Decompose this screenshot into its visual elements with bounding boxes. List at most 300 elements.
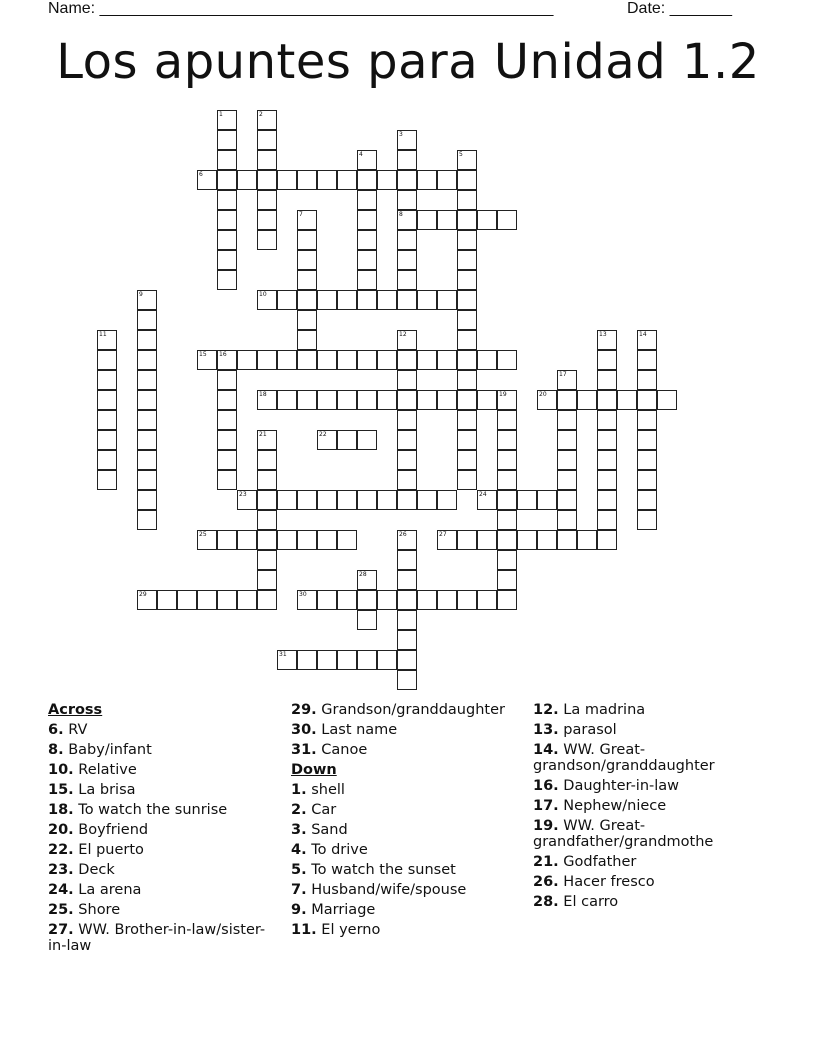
grid-cell[interactable] (317, 650, 337, 670)
grid-cell[interactable] (637, 410, 657, 430)
clue-text: WW. Brother-in-law/sister-in-law (48, 922, 266, 954)
grid-cell[interactable] (177, 590, 197, 610)
grid-cell[interactable] (417, 170, 437, 190)
clue-number: 12. (533, 702, 559, 718)
clue-number: 7. (291, 882, 307, 898)
grid-cell[interactable] (497, 410, 517, 430)
grid-cell[interactable] (637, 350, 657, 370)
clue-number: 29. (291, 702, 317, 718)
grid-cell[interactable] (437, 210, 457, 230)
grid-cell[interactable] (597, 510, 617, 530)
clue-item (291, 740, 527, 760)
grid-cell[interactable] (457, 290, 477, 310)
grid-cell[interactable] (337, 170, 357, 190)
grid-cell[interactable] (357, 150, 377, 170)
grid-cell[interactable] (317, 390, 337, 410)
grid-cell[interactable] (617, 390, 637, 410)
grid-cell[interactable] (597, 430, 617, 450)
grid-cell[interactable] (497, 210, 517, 230)
grid-cell[interactable] (477, 350, 497, 370)
clue-item (48, 820, 283, 840)
clue-number: 1 (219, 111, 223, 118)
clue-item (48, 860, 283, 880)
grid-cell[interactable] (137, 430, 157, 450)
grid-cell[interactable] (317, 590, 337, 610)
grid-cell[interactable] (397, 610, 417, 630)
grid-cell[interactable] (297, 490, 317, 510)
grid-cell[interactable] (597, 370, 617, 390)
grid-cell[interactable] (537, 390, 557, 410)
grid-cell[interactable] (257, 390, 277, 410)
grid-cell[interactable] (357, 210, 377, 230)
grid-cell[interactable] (197, 590, 217, 610)
grid-cell[interactable] (357, 230, 377, 250)
grid-cell[interactable] (477, 210, 497, 230)
clue-text: Hacer fresco (558, 874, 655, 890)
clue-number: 7 (299, 211, 303, 218)
grid-cell[interactable] (637, 370, 657, 390)
grid-cell[interactable] (397, 330, 417, 350)
grid-cell[interactable] (217, 170, 237, 190)
grid-cell[interactable] (557, 450, 577, 470)
grid-cell[interactable] (457, 470, 477, 490)
clue-item (533, 796, 783, 816)
clues-column-1 (48, 700, 283, 956)
grid-cell[interactable] (397, 150, 417, 170)
grid-cell[interactable] (277, 170, 297, 190)
grid-cell[interactable] (637, 490, 657, 510)
grid-cell[interactable] (357, 570, 377, 590)
grid-cell[interactable] (517, 530, 537, 550)
grid-cell[interactable] (237, 590, 257, 610)
grid-cell[interactable] (457, 270, 477, 290)
grid-cell[interactable] (237, 530, 257, 550)
grid-cell[interactable] (377, 290, 397, 310)
grid-cell[interactable] (337, 290, 357, 310)
grid-cell[interactable] (217, 210, 237, 230)
grid-cell[interactable] (317, 350, 337, 370)
grid-cell[interactable] (637, 330, 657, 350)
clue-item (48, 720, 283, 740)
grid-cell[interactable] (477, 390, 497, 410)
grid-cell[interactable] (497, 430, 517, 450)
grid-cell[interactable] (397, 550, 417, 570)
grid-cell[interactable] (637, 470, 657, 490)
grid-cell[interactable] (257, 130, 277, 150)
clue-number: 17 (559, 371, 567, 378)
grid-cell[interactable] (357, 170, 377, 190)
grid-cell[interactable] (297, 590, 317, 610)
grid-cell[interactable] (337, 530, 357, 550)
grid-cell[interactable] (597, 350, 617, 370)
grid-cell[interactable] (557, 490, 577, 510)
clue-item (291, 860, 527, 880)
grid-cell[interactable] (217, 230, 237, 250)
grid-cell[interactable] (357, 590, 377, 610)
grid-cell[interactable] (397, 370, 417, 390)
grid-cell[interactable] (557, 470, 577, 490)
grid-cell[interactable] (397, 230, 417, 250)
grid-cell[interactable] (297, 310, 317, 330)
grid-cell[interactable] (297, 530, 317, 550)
grid-cell[interactable] (277, 290, 297, 310)
grid-cell[interactable] (97, 390, 117, 410)
grid-cell[interactable] (397, 570, 417, 590)
grid-cell[interactable] (297, 390, 317, 410)
grid-cell[interactable] (297, 230, 317, 250)
grid-cell[interactable] (137, 410, 157, 430)
grid-cell[interactable] (337, 650, 357, 670)
grid-cell[interactable] (577, 390, 597, 410)
grid-cell[interactable] (277, 530, 297, 550)
grid-cell[interactable] (137, 510, 157, 530)
grid-cell[interactable] (417, 390, 437, 410)
grid-cell[interactable] (437, 490, 457, 510)
grid-cell[interactable] (97, 470, 117, 490)
grid-cell[interactable] (397, 350, 417, 370)
grid-cell[interactable] (217, 430, 237, 450)
clue-number: 19. (533, 818, 559, 834)
grid-cell[interactable] (357, 250, 377, 270)
grid-cell[interactable] (257, 210, 277, 230)
grid-cell[interactable] (217, 370, 237, 390)
clue-number: 30 (299, 591, 307, 598)
clue-number: 26 (399, 531, 407, 538)
grid-cell[interactable] (497, 470, 517, 490)
grid-cell[interactable] (237, 350, 257, 370)
grid-cell[interactable] (397, 130, 417, 150)
grid-cell[interactable] (397, 490, 417, 510)
grid-cell[interactable] (557, 430, 577, 450)
grid-cell[interactable] (437, 390, 457, 410)
grid-cell[interactable] (257, 530, 277, 550)
grid-cell[interactable] (457, 210, 477, 230)
grid-cell[interactable] (217, 190, 237, 210)
grid-cell[interactable] (497, 530, 517, 550)
clue-number: 25 (199, 531, 207, 538)
grid-cell[interactable] (257, 510, 277, 530)
grid-cell[interactable] (157, 590, 177, 610)
grid-cell[interactable] (217, 390, 237, 410)
grid-cell[interactable] (457, 390, 477, 410)
grid-cell[interactable] (317, 290, 337, 310)
clue-item (48, 740, 283, 760)
grid-cell[interactable] (397, 590, 417, 610)
clue-number: 27 (439, 531, 447, 538)
grid-cell[interactable] (397, 170, 417, 190)
grid-cell[interactable] (337, 590, 357, 610)
grid-cell[interactable] (397, 450, 417, 470)
grid-cell[interactable] (597, 390, 617, 410)
grid-cell[interactable] (437, 170, 457, 190)
grid-cell[interactable] (257, 350, 277, 370)
grid-cell[interactable] (257, 430, 277, 450)
grid-cell[interactable] (237, 490, 257, 510)
grid-cell[interactable] (477, 590, 497, 610)
grid-cell[interactable] (357, 610, 377, 630)
grid-cell[interactable] (377, 490, 397, 510)
grid-cell[interactable] (297, 270, 317, 290)
clue-item (48, 840, 283, 860)
grid-cell[interactable] (417, 490, 437, 510)
grid-cell[interactable] (217, 530, 237, 550)
grid-cell[interactable] (137, 290, 157, 310)
clue-number: 11. (291, 922, 317, 938)
grid-cell[interactable] (457, 230, 477, 250)
grid-cell[interactable] (637, 430, 657, 450)
clue-number: 8. (48, 742, 64, 758)
grid-cell[interactable] (357, 490, 377, 510)
grid-cell[interactable] (377, 590, 397, 610)
grid-cell[interactable] (257, 590, 277, 610)
grid-cell[interactable] (417, 350, 437, 370)
grid-cell[interactable] (217, 470, 237, 490)
clue-item (48, 780, 283, 800)
grid-cell[interactable] (257, 190, 277, 210)
grid-cell[interactable] (217, 110, 237, 130)
grid-cell[interactable] (637, 390, 657, 410)
grid-cell[interactable] (457, 430, 477, 450)
grid-cell[interactable] (297, 250, 317, 270)
grid-cell[interactable] (417, 290, 437, 310)
grid-cell[interactable] (217, 410, 237, 430)
clue-text: La brisa (73, 782, 136, 798)
grid-cell[interactable] (317, 430, 337, 450)
grid-cell[interactable] (257, 570, 277, 590)
grid-cell[interactable] (257, 170, 277, 190)
grid-cell[interactable] (457, 190, 477, 210)
grid-cell[interactable] (257, 550, 277, 570)
grid-cell[interactable] (437, 530, 457, 550)
grid-cell[interactable] (557, 530, 577, 550)
clue-text: Godfather (558, 854, 637, 870)
grid-cell[interactable] (317, 170, 337, 190)
grid-cell[interactable] (397, 390, 417, 410)
clue-item (533, 720, 783, 740)
grid-cell[interactable] (657, 390, 677, 410)
clue-text: La arena (73, 882, 142, 898)
grid-cell[interactable] (397, 190, 417, 210)
grid-cell[interactable] (217, 350, 237, 370)
grid-cell[interactable] (537, 530, 557, 550)
grid-cell[interactable] (497, 550, 517, 570)
grid-cell[interactable] (457, 310, 477, 330)
grid-cell[interactable] (637, 510, 657, 530)
grid-cell[interactable] (597, 470, 617, 490)
clue-item (291, 840, 527, 860)
grid-cell[interactable] (457, 330, 477, 350)
grid-cell[interactable] (317, 490, 337, 510)
clue-number: 10. (48, 762, 74, 778)
grid-cell[interactable] (457, 250, 477, 270)
clue-item (533, 892, 783, 912)
clue-item (291, 880, 527, 900)
grid-cell[interactable] (137, 490, 157, 510)
grid-cell[interactable] (357, 350, 377, 370)
grid-cell[interactable] (557, 510, 577, 530)
grid-cell[interactable] (337, 490, 357, 510)
grid-cell[interactable] (257, 450, 277, 470)
grid-cell[interactable] (457, 530, 477, 550)
grid-cell[interactable] (437, 590, 457, 610)
grid-cell[interactable] (577, 530, 597, 550)
grid-cell[interactable] (537, 490, 557, 510)
across-heading: Across (48, 702, 103, 718)
grid-cell[interactable] (377, 390, 397, 410)
grid-cell[interactable] (557, 410, 577, 430)
clue-text: shell (306, 782, 345, 798)
grid-cell[interactable] (397, 670, 417, 690)
clue-number: 12 (399, 331, 407, 338)
grid-cell[interactable] (397, 410, 417, 430)
grid-cell[interactable] (477, 490, 497, 510)
grid-cell[interactable] (497, 590, 517, 610)
grid-cell[interactable] (357, 190, 377, 210)
grid-cell[interactable] (597, 410, 617, 430)
grid-cell[interactable] (137, 330, 157, 350)
grid-cell[interactable] (597, 530, 617, 550)
grid-cell[interactable] (357, 270, 377, 290)
clues-column-2 (291, 700, 527, 940)
grid-cell[interactable] (277, 650, 297, 670)
grid-cell[interactable] (257, 470, 277, 490)
grid-cell[interactable] (277, 490, 297, 510)
grid-cell[interactable] (457, 590, 477, 610)
clue-number: 22 (319, 431, 327, 438)
grid-cell[interactable] (397, 270, 417, 290)
grid-cell[interactable] (297, 330, 317, 350)
grid-cell[interactable] (317, 530, 337, 550)
grid-cell[interactable] (357, 430, 377, 450)
clue-text: Canoe (316, 742, 368, 758)
clue-text: Marriage (306, 902, 376, 918)
grid-cell[interactable] (237, 170, 257, 190)
grid-cell[interactable] (397, 530, 417, 550)
clue-number: 1. (291, 782, 307, 798)
grid-cell[interactable] (497, 350, 517, 370)
grid-cell[interactable] (497, 510, 517, 530)
grid-cell[interactable] (217, 130, 237, 150)
grid-cell[interactable] (597, 330, 617, 350)
grid-cell[interactable] (397, 630, 417, 650)
clue-text: To watch the sunrise (73, 802, 228, 818)
grid-cell[interactable] (97, 410, 117, 430)
grid-cell[interactable] (457, 370, 477, 390)
grid-cell[interactable] (97, 370, 117, 390)
clue-text: Husband/wife/spouse (306, 882, 467, 898)
grid-cell[interactable] (297, 650, 317, 670)
grid-cell[interactable] (457, 410, 477, 430)
grid-cell[interactable] (437, 290, 457, 310)
grid-cell[interactable] (417, 210, 437, 230)
grid-cell[interactable] (397, 430, 417, 450)
grid-cell[interactable] (197, 350, 217, 370)
grid-cell[interactable] (457, 450, 477, 470)
grid-cell[interactable] (357, 650, 377, 670)
grid-cell[interactable] (137, 310, 157, 330)
grid-cell[interactable] (517, 490, 537, 510)
grid-cell[interactable] (457, 150, 477, 170)
grid-cell[interactable] (257, 230, 277, 250)
grid-cell[interactable] (457, 170, 477, 190)
grid-cell[interactable] (597, 490, 617, 510)
grid-cell[interactable] (297, 290, 317, 310)
grid-cell[interactable] (337, 350, 357, 370)
grid-cell[interactable] (337, 430, 357, 450)
grid-cell[interactable] (137, 590, 157, 610)
grid-cell[interactable] (397, 650, 417, 670)
grid-cell[interactable] (277, 390, 297, 410)
grid-cell[interactable] (497, 490, 517, 510)
grid-cell[interactable] (217, 150, 237, 170)
grid-cell[interactable] (197, 170, 217, 190)
grid-cell[interactable] (637, 450, 657, 470)
clue-number: 28 (359, 571, 367, 578)
grid-cell[interactable] (257, 110, 277, 130)
grid-cell[interactable] (377, 650, 397, 670)
grid-cell[interactable] (457, 350, 477, 370)
grid-cell[interactable] (397, 210, 417, 230)
grid-cell[interactable] (297, 350, 317, 370)
grid-cell[interactable] (297, 170, 317, 190)
clue-number: 24. (48, 882, 74, 898)
grid-cell[interactable] (397, 250, 417, 270)
grid-cell[interactable] (497, 570, 517, 590)
clue-number: 6 (199, 171, 203, 178)
grid-cell[interactable] (197, 530, 217, 550)
grid-cell[interactable] (97, 330, 117, 350)
clue-text: La madrina (558, 702, 646, 718)
grid-cell[interactable] (137, 350, 157, 370)
grid-cell[interactable] (217, 590, 237, 610)
grid-cell[interactable] (137, 470, 157, 490)
grid-cell[interactable] (217, 450, 237, 470)
grid-cell[interactable] (377, 170, 397, 190)
grid-cell[interactable] (97, 430, 117, 450)
clue-text: El yerno (316, 922, 381, 938)
clue-text: WW. Great-grandfather/grandmothe (533, 818, 714, 850)
grid-cell[interactable] (137, 390, 157, 410)
grid-cell[interactable] (437, 350, 457, 370)
grid-cell[interactable] (257, 290, 277, 310)
grid-cell[interactable] (597, 450, 617, 470)
grid-cell[interactable] (377, 350, 397, 370)
grid-cell[interactable] (277, 350, 297, 370)
grid-cell[interactable] (257, 150, 277, 170)
grid-cell[interactable] (397, 290, 417, 310)
grid-cell[interactable] (497, 390, 517, 410)
grid-cell[interactable] (357, 290, 377, 310)
grid-cell[interactable] (257, 490, 277, 510)
grid-cell[interactable] (497, 450, 517, 470)
grid-cell[interactable] (137, 450, 157, 470)
grid-cell[interactable] (217, 250, 237, 270)
grid-cell[interactable] (217, 270, 237, 290)
grid-cell[interactable] (397, 470, 417, 490)
grid-cell[interactable] (557, 390, 577, 410)
grid-cell[interactable] (357, 390, 377, 410)
grid-cell[interactable] (97, 350, 117, 370)
clue-number: 16 (219, 351, 227, 358)
grid-cell[interactable] (477, 530, 497, 550)
clue-number: 9 (139, 291, 143, 298)
grid-cell[interactable] (337, 390, 357, 410)
grid-cell[interactable] (417, 590, 437, 610)
grid-cell[interactable] (97, 450, 117, 470)
grid-cell[interactable] (297, 210, 317, 230)
grid-cell[interactable] (137, 370, 157, 390)
grid-cell[interactable] (557, 370, 577, 390)
